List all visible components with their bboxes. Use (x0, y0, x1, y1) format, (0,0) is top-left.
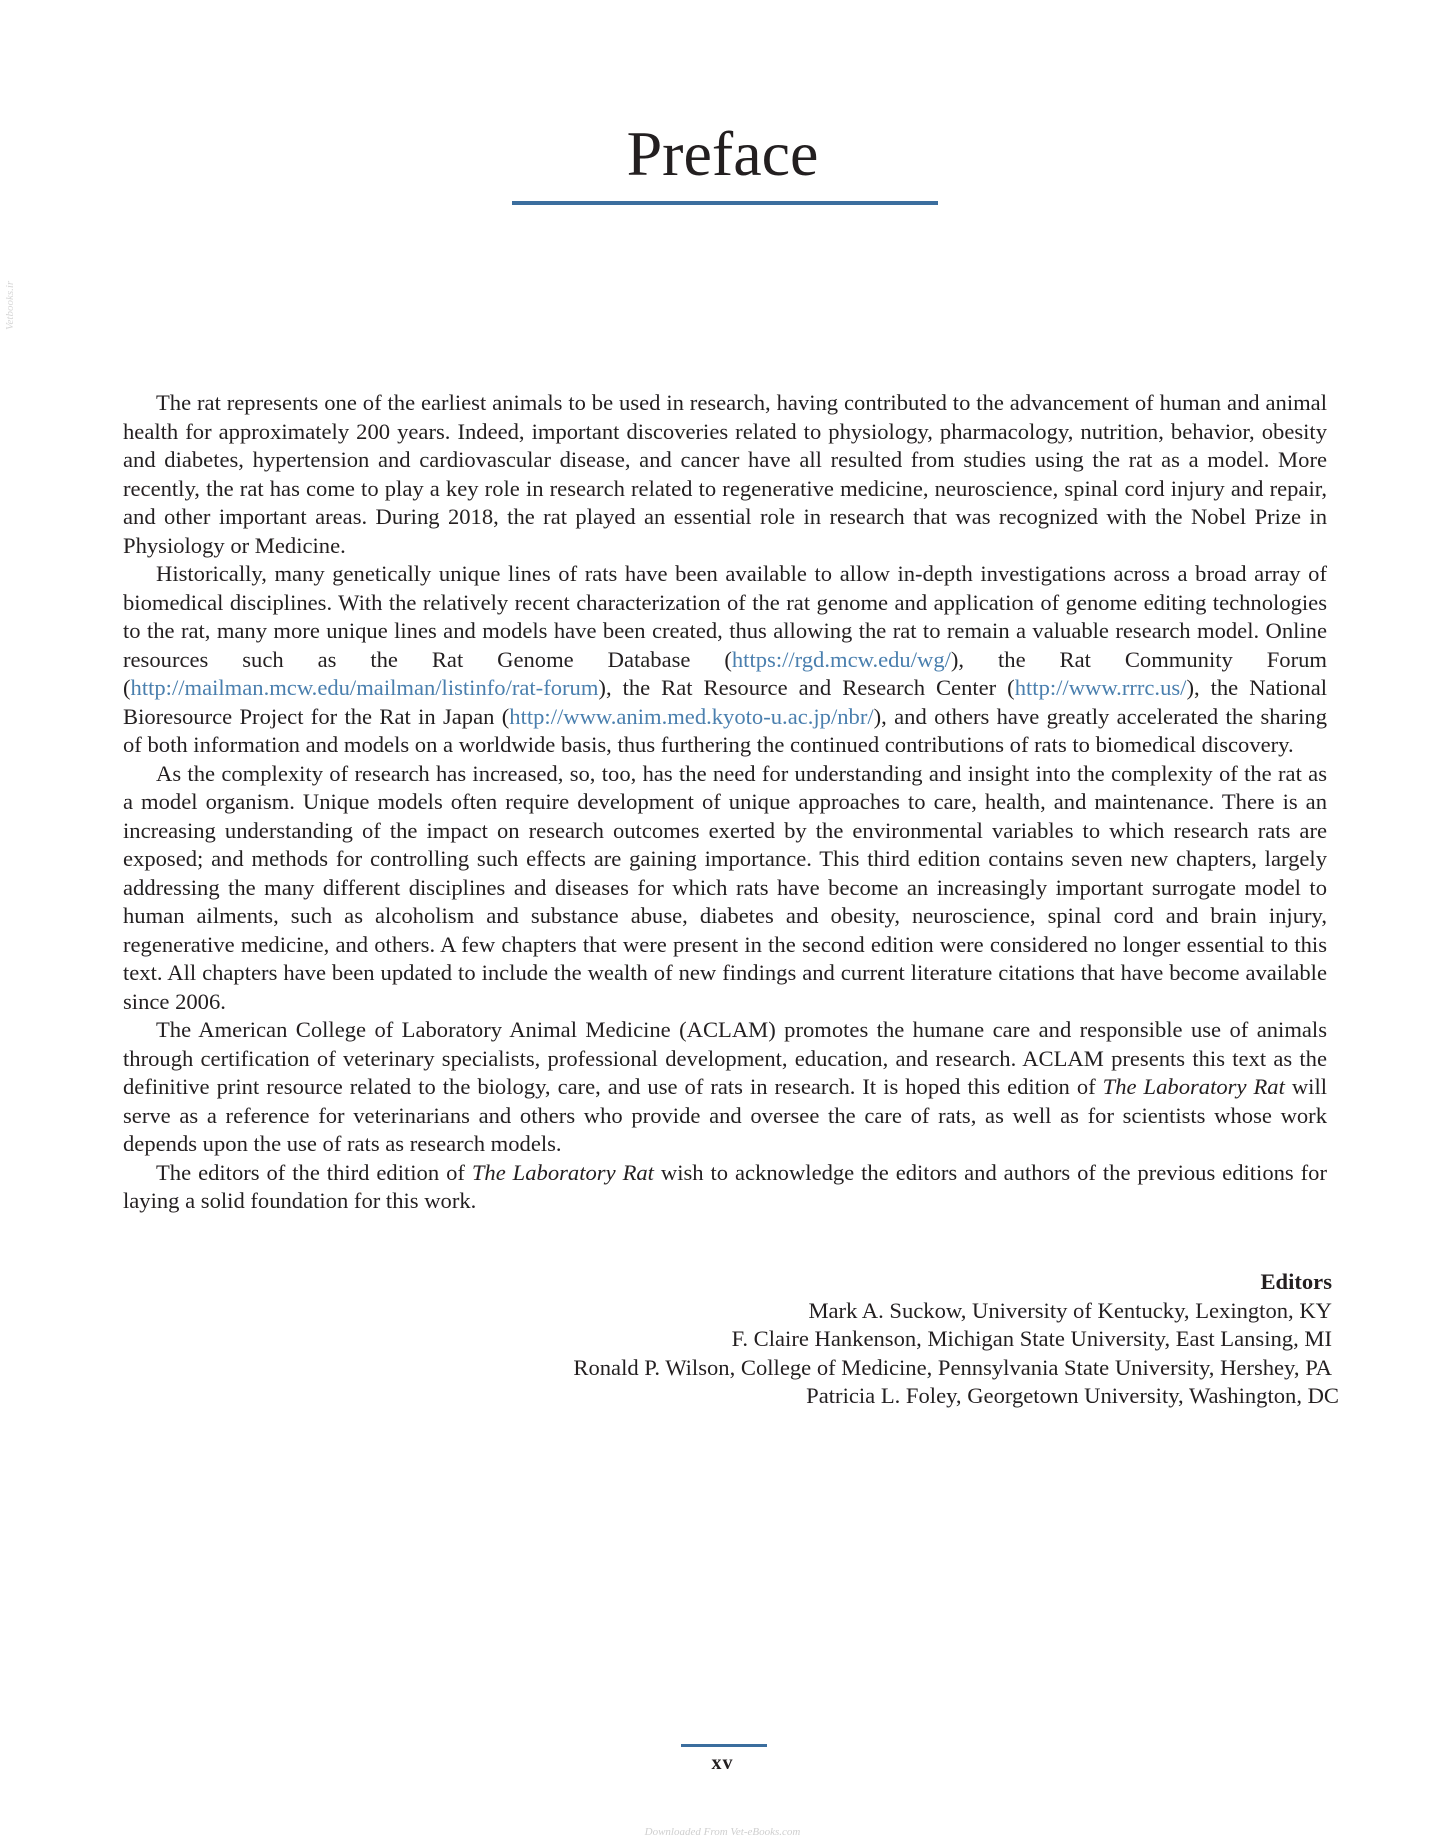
link-nbr-japan[interactable]: http://www.anim.med.kyoto-u.ac.jp/nbr/ (509, 703, 874, 729)
paragraph-2-text: Historically, many genetically unique lines of rats have been available to allow in-depth investigations across a broad array of biomedical disciplines. With the relatively recent characterization of the rat genome and application of genome editing technologies to the rat, many more unique lines and models have been created, thus allowing the rat to remain a valuable research model. Online resources such as the Rat Genome Database ( (123, 561, 1327, 672)
book-title: The Laboratory Rat (1102, 1074, 1285, 1099)
page-number-rule (681, 1744, 767, 1747)
paragraph-2-text: ), the Rat Resource and Research Center ( (598, 675, 1015, 700)
book-title: The Laboratory Rat (471, 1159, 654, 1185)
paragraph-5 (123, 1159, 1327, 1216)
link-rat-community-forum[interactable]: http://mailman.mcw.edu/mailman/listinfo/rat-forum (130, 675, 599, 700)
paragraph-5-text: wish to acknowledge the editors and authors of the previous editions for laying a solid foundation for this work. (123, 1159, 1327, 1213)
title-underline (512, 201, 938, 205)
paragraph-2 (123, 560, 1327, 760)
paragraph-2-text: ), and others have greatly accelerated the sharing of both information and models on a worldwide basis, thus furthering the continued contributions of rats to biomedical discovery. (123, 703, 1327, 757)
page-title: Preface (626, 118, 819, 189)
paragraph-2-text: ), the National Bioresource Project for the Rat in Japan ( (123, 675, 1328, 729)
link-rrrc[interactable]: http://www.rrrc.us/ (1014, 675, 1187, 700)
paragraph-5-text: The editors of the third edition of (156, 1159, 472, 1185)
paragraph-2-text: ), the Rat Community Forum ( (123, 646, 1327, 700)
paragraph-4-text: will serve as a reference for veterinarians and others who provide and oversee the care of rats, as well as for scientists whose work depends upon the use of rats as research models. (123, 1074, 1328, 1156)
paragraph-4-text: The American College of Laboratory Animal Medicine (ACLAM) promotes the humane care and responsible use of animals through certification of veterinary specialists, professional development, education, and research. ACLAM presents this text as the definitive print resource related to the biology, care, and use of rats in research. It is hoped this edition of (123, 1017, 1327, 1099)
editor-entry: F. Claire Hankenson, Michigan State University, East Lansing, MI (731, 1326, 1332, 1351)
paragraph-3: As the complexity of research has increased, so, too, has the need for understanding and insight into the complexity of the rat as a model organism. Unique models often require development of unique approaches to care, health, and maintenance. There is an increasing understanding of the impact on research outcomes exerted by the environmental variables to which research rats are exposed; and methods for controlling such effects are gaining importance. This third edition contains seven new chapters, largely addressing the many different disciplines and diseases for which rats have become an increasingly important surrogate model to human ailments, such as alcoholism and substance abuse, diabetes and obesity, neuroscience, spinal cord and brain injury, regenerative medicine, and others. A few chapters that were present in the second edition were considered no longer essential to this text. All chapters have been updated to include the wealth of new findings and current literature citations that have become available since 2006. (123, 760, 1327, 1014)
side-watermark: Vetbooks.ir (4, 280, 16, 330)
editors-label: Editors (1260, 1269, 1332, 1294)
link-rat-genome-database[interactable]: https://rgd.mcw.edu/wg/ (731, 646, 951, 672)
editor-entry: Patricia L. Foley, Georgetown University, Washington, DC (806, 1383, 1339, 1408)
paragraph-4 (123, 1016, 1327, 1159)
preface-body (123, 389, 1327, 1216)
editor-entry: Mark A. Suckow, University of Kentucky, Lexington, KY (808, 1297, 1332, 1323)
page-number: xv (711, 1752, 734, 1774)
editors-signature (332, 1268, 1339, 1411)
footer-watermark: Downloaded From Vet-eBooks.com (644, 1826, 801, 1838)
paragraph-1: The rat represents one of the earliest animals to be used in research, having contributed to the advancement of human and animal health for approximately 200 years. Indeed, important discoveries related to physiology, pharmacology, nutrition, behavior, obesity and diabetes, hypertension and cardiovascular disease, and cancer have all resulted from studies using the rat as a model. More recently, the rat has come to play a key role in research related to regenerative medicine, neuroscience, spinal cord injury and repair, and other important areas. During 2018, the rat played an essential role in research that was recognized with the Nobel Prize in Physiology or Medicine. (123, 390, 1327, 558)
editor-entry: Ronald P. Wilson, College of Medicine, Pennsylvania State University, Hershey, PA (573, 1354, 1332, 1380)
